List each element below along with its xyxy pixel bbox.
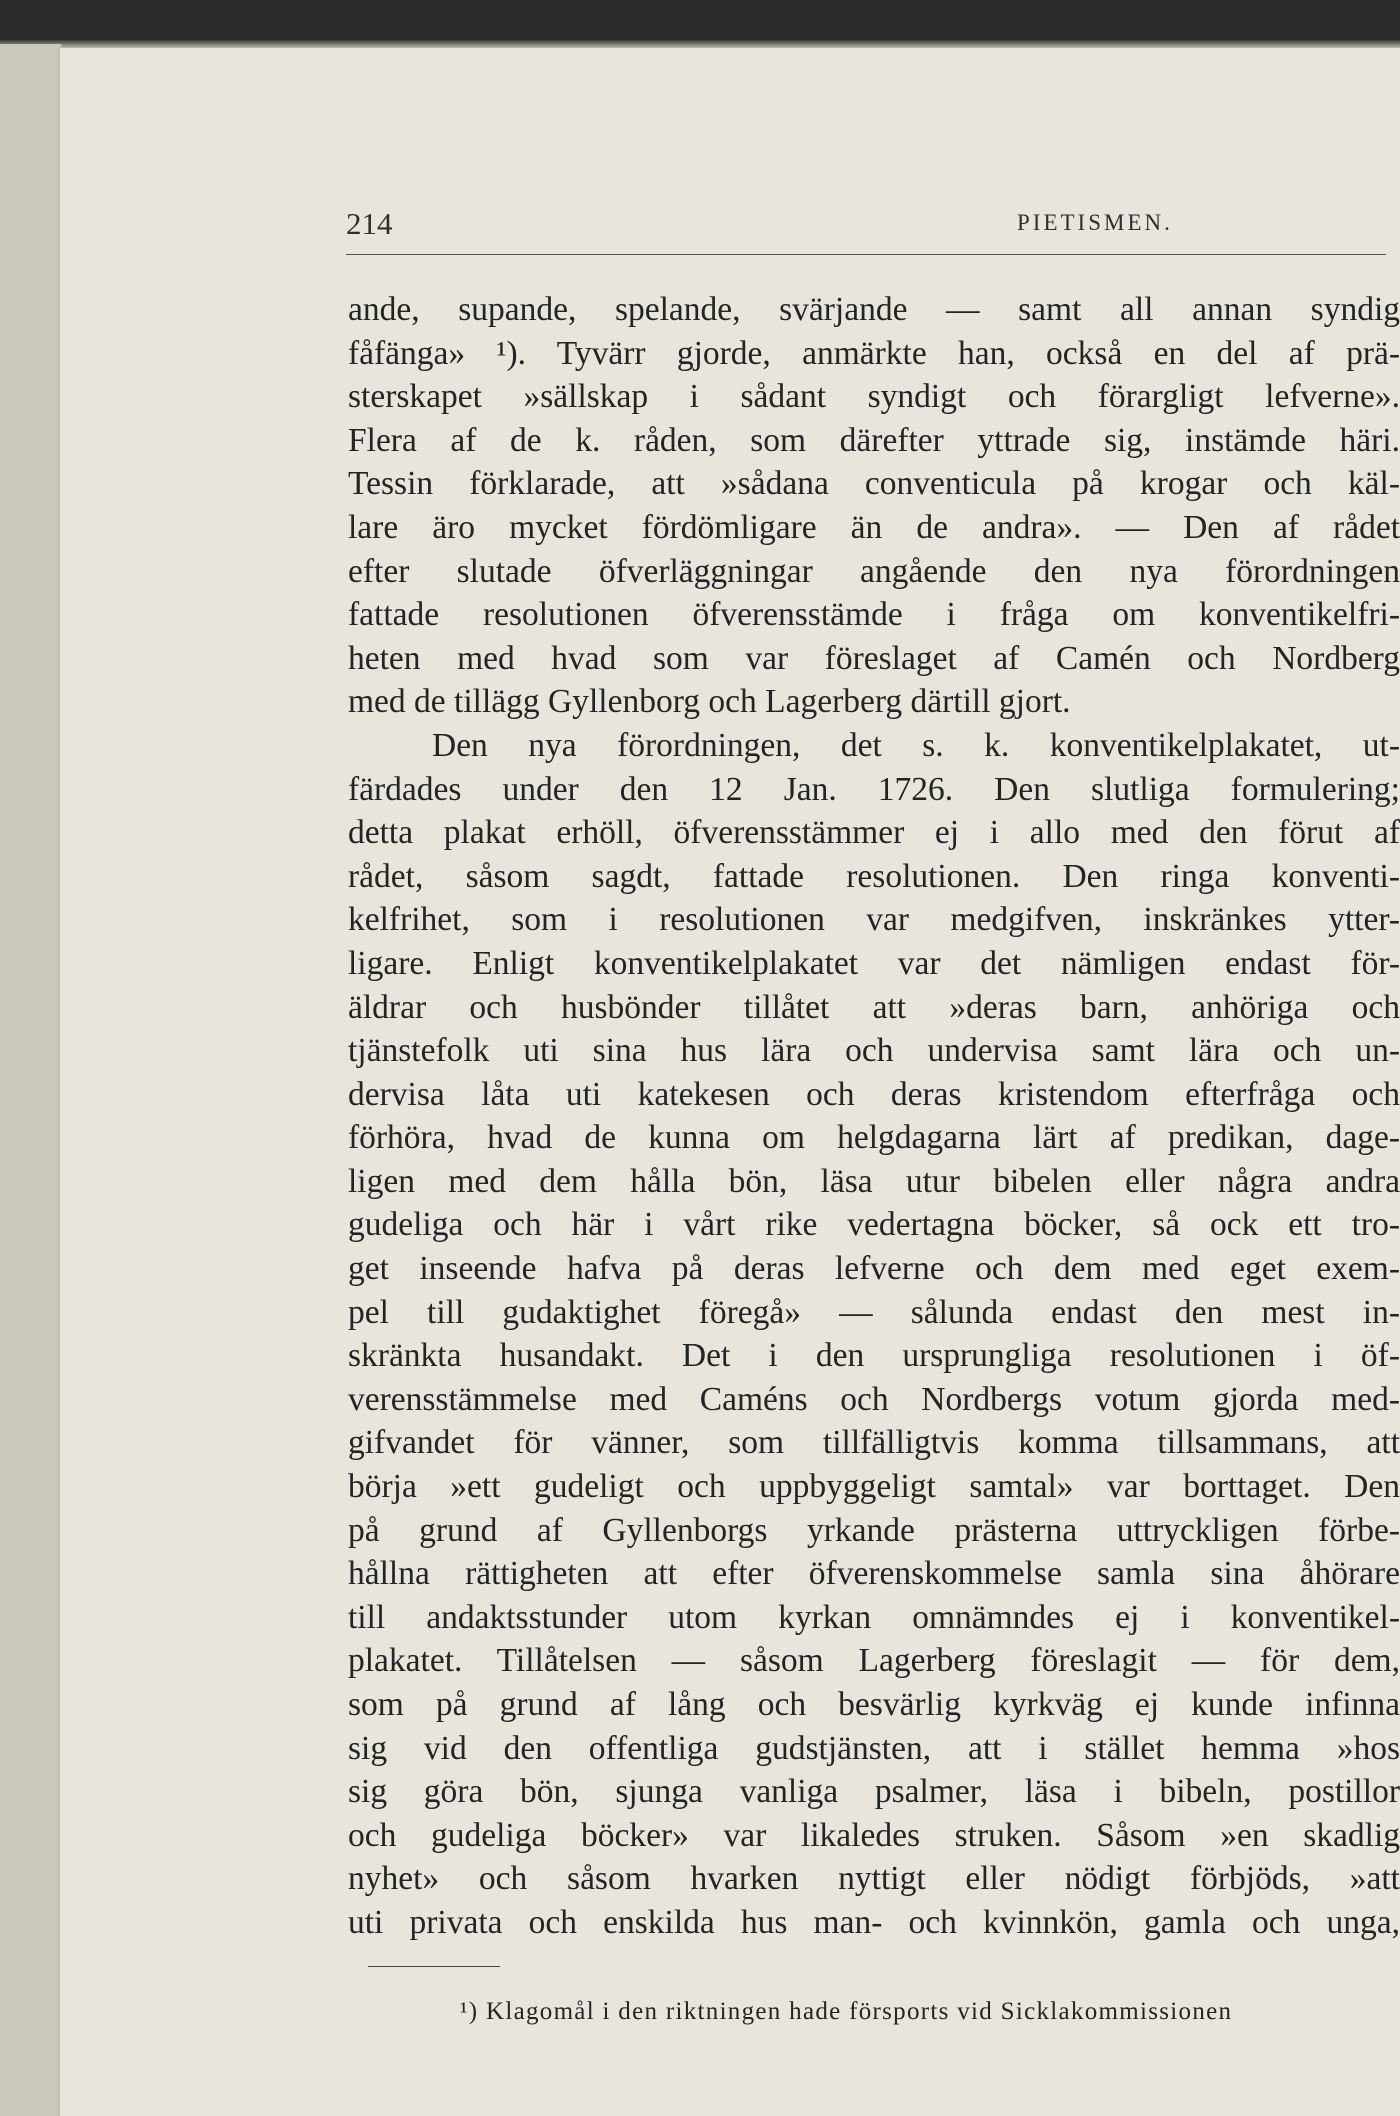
footnote-rule bbox=[368, 1966, 500, 1967]
text-line: till andaktsstunder utom kyrkan omnämndes ej i konventikel- bbox=[348, 1598, 1400, 1636]
text-line: nyhet» och såsom hvarken nyttigt eller nödigt förbjöds, »att bbox=[348, 1860, 1400, 1898]
text-line: pel till gudaktighet föregå» — sålunda endast den mest in- bbox=[348, 1293, 1400, 1331]
text-line: tjänstefolk uti sina hus lära och undervisa samt lära och un- bbox=[348, 1032, 1400, 1070]
text-line: sig göra bön, sjunga vanliga psalmer, läsa i bibeln, postillor bbox=[348, 1773, 1400, 1811]
page-number: 214 bbox=[346, 206, 393, 241]
footnote: ¹) Klagomål i den riktningen hade försports vid Sicklakommissionen bbox=[460, 1998, 1233, 2025]
text-line: dervisa låta uti katekesen och deras kristendom efterfråga och bbox=[348, 1075, 1400, 1113]
text-line: ande, supande, spelande, svärjande — samt all annan syndig bbox=[348, 291, 1400, 328]
text-line: fåfänga» ¹). Tyvärr gjorde, anmärkte han, också en del af prä- bbox=[348, 334, 1400, 372]
text-line: på grund af Gyllenborgs yrkande prästerna uttryckligen förbe- bbox=[348, 1511, 1400, 1549]
page-header bbox=[288, 176, 1388, 256]
body-text bbox=[348, 288, 1400, 1945]
text-line: plakatet. Tillåtelsen — såsom Lagerberg föreslagit — för dem, bbox=[348, 1642, 1400, 1680]
scan-dark-edge bbox=[0, 0, 1400, 42]
text-line: hållna rättigheten att efter öfverenskommelse samla sina åhörare bbox=[348, 1555, 1400, 1593]
text-line: get inseende hafva på deras lefverne och dem med eget exem- bbox=[348, 1250, 1400, 1288]
text-line: och gudeliga böcker» var likaledes struken. Såsom »en skadlig bbox=[348, 1816, 1400, 1854]
text-line: lare äro mycket fördömligare än de andra». — Den af rådet bbox=[348, 508, 1400, 546]
text-line: gudeliga och här i vårt rike vedertagna böcker, så ock ett tro- bbox=[348, 1206, 1400, 1244]
text-line: med de tillägg Gyllenborg och Lagerberg därtill gjort. bbox=[348, 683, 1071, 721]
text-line: skränkta husandakt. Det i den ursprungliga resolutionen i öf- bbox=[348, 1337, 1400, 1375]
text-line: förhöra, hvad de kunna om helgdagarna lärt af predikan, dage- bbox=[348, 1119, 1400, 1157]
text-line: Den nya förordningen, det s. k. konventikelplakatet, ut- bbox=[432, 726, 1400, 764]
text-line: börja »ett gudeligt och uppbyggeligt samtal» var borttaget. Den bbox=[348, 1468, 1400, 1506]
text-line: ligare. Enligt konventikelplakatet var det nämligen endast för- bbox=[348, 944, 1400, 982]
text-line: gifvandet för vänner, som tillfälligtvis komma tillsammans, att bbox=[348, 1424, 1400, 1462]
text-line: sig vid den offentliga gudstjänsten, att i stället hemma »hos bbox=[348, 1729, 1400, 1767]
text-line: äldrar och husbönder tillåtet att »deras barn, anhöriga och bbox=[348, 988, 1400, 1026]
header-rule bbox=[346, 254, 1386, 255]
text-line: efter slutade öfverläggningar angående den nya förordningen bbox=[348, 552, 1400, 590]
text-line: som på grund af lång och besvärlig kyrkväg ej kunde infinna bbox=[348, 1686, 1400, 1723]
text-line: kelfrihet, som i resolutionen var medgifven, inskränkes ytter- bbox=[348, 901, 1400, 939]
text-line: rådet, såsom sagdt, fattade resolutionen. Den ringa konventi- bbox=[348, 857, 1400, 895]
text-line: verensstämmelse med Caméns och Nordbergs votum gjorda med- bbox=[348, 1380, 1400, 1418]
page-stack-edge bbox=[0, 44, 62, 2116]
text-line: färdades under den 12 Jan. 1726. Den slutliga formulering; bbox=[348, 770, 1400, 808]
text-line: heten med hvad som var föreslaget af Camén och Nordberg bbox=[348, 639, 1400, 677]
text-line: uti privata och enskilda hus man- och kvinnkön, gamla och unga, bbox=[348, 1903, 1400, 1941]
running-title: PIETISMEN. bbox=[1017, 210, 1173, 235]
text-line: sterskapet »sällskap i sådant syndigt och förargligt lefverne». bbox=[348, 378, 1400, 416]
text-line: fattade resolutionen öfverensstämde i fråga om konventikelfri- bbox=[348, 596, 1400, 634]
text-line: ligen med dem hålla bön, läsa utur bibelen eller några andra bbox=[348, 1162, 1400, 1200]
text-line: Tessin förklarade, att »sådana conventicula på krogar och käl- bbox=[348, 465, 1400, 503]
text-line: detta plakat erhöll, öfverensstämmer ej i allo med den förut af bbox=[348, 814, 1400, 852]
text-line: Flera af de k. råden, som därefter yttrade sig, instämde häri. bbox=[348, 421, 1400, 459]
